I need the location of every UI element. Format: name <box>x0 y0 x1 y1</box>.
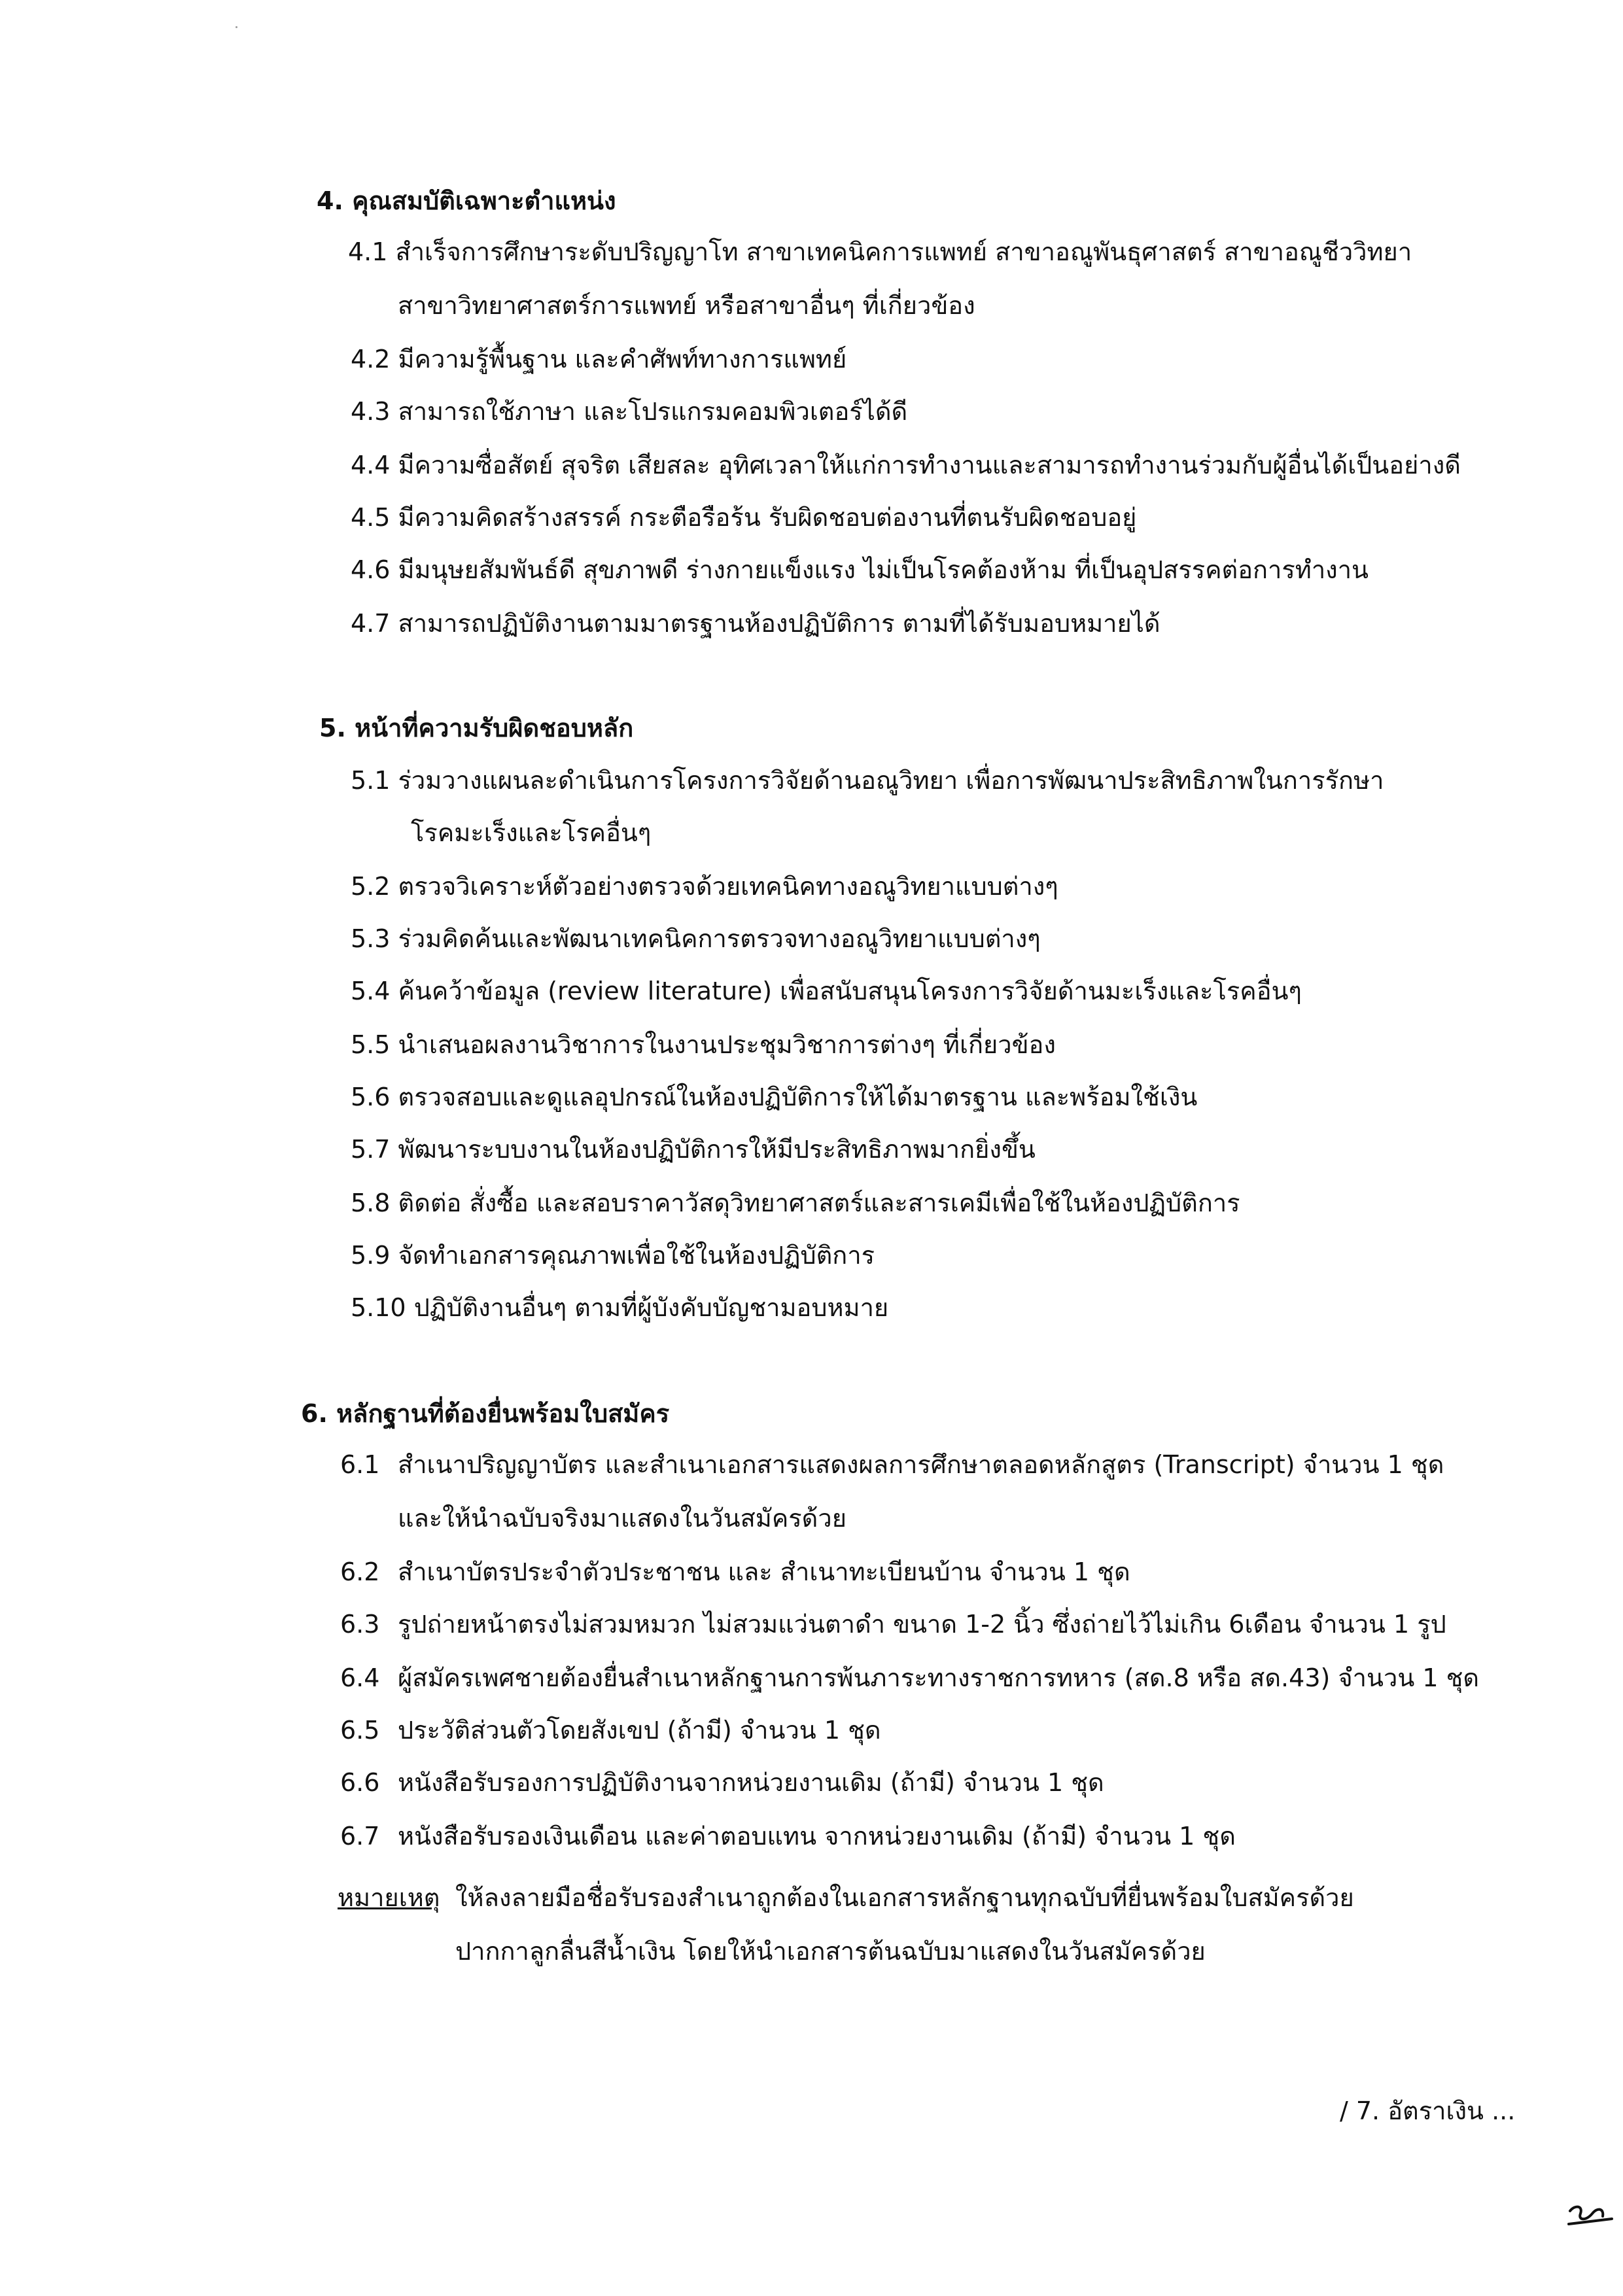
list-item: 5.8 ติดต่อ สั่งซื้อ และสอบราคาวัสดุวิทยาศาสตร์และสารเคมีเพื่อใช้ในห้องปฏิบัติการ <box>351 1189 1240 1217</box>
list-item: 5.1 ร่วมวางแผนละดำเนินการโครงการวิจัยด้านอณูวิทยา เพื่อการพัฒนาประสิทธิภาพในการรักษา <box>351 766 1384 795</box>
list-number: 6.3 <box>340 1610 380 1639</box>
list-number: 6.5 <box>340 1716 380 1745</box>
list-item: 5.4 ค้นคว้าข้อมูล (review literature) เพื่อสนับสนุนโครงการวิจัยด้านมะเร็งและโรคอื่นๆ <box>351 977 1302 1005</box>
list-number: 6.4 <box>340 1663 380 1692</box>
list-item-continuation: สาขาวิทยาศาสตร์การแพทย์ หรือสาขาอื่นๆ ที่เกี่ยวข้อง <box>398 291 975 320</box>
list-item: 4.5 มีความคิดสร้างสรรค์ กระตือรือร้น รับผิดชอบต่องานที่ตนรับผิดชอบอยู่ <box>351 503 1137 532</box>
section-5-title: 5. หน้าที่ความรับผิดชอบหลัก <box>319 714 634 742</box>
list-item-continuation: โรคมะเร็งและโรคอื่นๆ <box>411 818 652 847</box>
list-item: ประวัติส่วนตัวโดยสังเขป (ถ้ามี) จำนวน 1 ชุด <box>398 1716 881 1745</box>
list-item-continuation: และให้นำฉบับจริงมาแสดงในวันสมัครด้วย <box>398 1504 846 1533</box>
list-item: ผู้สมัครเพศชายต้องยื่นสำเนาหลักฐานการพ้นภาระทางราชการทหาร (สด.8 หรือ สด.43) จำนวน 1 ชุด <box>398 1663 1480 1692</box>
list-item: 5.7 พัฒนาระบบงานในห้องปฏิบัติการให้มีประสิทธิภาพมากยิ่งขึ้น <box>351 1135 1036 1164</box>
list-item: หนังสือรับรองการปฏิบัติงานจากหน่วยงานเดิม (ถ้ามี) จำนวน 1 ชุด <box>398 1768 1104 1797</box>
note-text-continuation: ปากกาลูกลื่นสีน้ำเงิน โดยให้นำเอกสารต้นฉบับมาแสดงในวันสมัครด้วย <box>455 1937 1206 1966</box>
list-item: 4.3 สามารถใช้ภาษา และโปรแกรมคอมพิวเตอร์ได้ดี <box>351 397 908 426</box>
list-item: รูปถ่ายหน้าตรงไม่สวมหมวก ไม่สวมแว่นตาดำ ขนาด 1-2 นิ้ว ซึ่งถ่ายไว้ไม่เกิน 6เดือน จำนวน 1 รูป <box>398 1610 1446 1639</box>
section-6-title: 6. หลักฐานที่ต้องยื่นพร้อมใบสมัคร <box>301 1399 670 1428</box>
list-item: สำเนาบัตรประจำตัวประชาชน และ สำเนาทะเบียนบ้าน จำนวน 1 ชุด <box>398 1557 1130 1586</box>
continued-marker: / 7. อัตราเงิน ... <box>1340 2096 1516 2125</box>
list-item: 5.3 ร่วมคิดค้นและพัฒนาเทคนิคการตรวจทางอณูวิทยาแบบต่างๆ <box>351 924 1041 953</box>
scan-speck <box>236 26 237 28</box>
list-item: 4.7 สามารถปฏิบัติงานตามมาตรฐานห้องปฏิบัติการ ตามที่ได้รับมอบหมายได้ <box>351 609 1161 638</box>
list-number: 6.1 <box>340 1450 380 1479</box>
list-number: 6.6 <box>340 1768 380 1797</box>
list-item: 5.5 นำเสนอผลงานวิชาการในงานประชุมวิชาการต่างๆ ที่เกี่ยวข้อง <box>351 1030 1056 1059</box>
list-item: 5.9 จัดทำเอกสารคุณภาพเพื่อใช้ในห้องปฏิบัติการ <box>351 1241 875 1270</box>
note-label: หมายเหตุ <box>338 1883 440 1912</box>
list-item: 4.6 มีมนุษยสัมพันธ์ดี สุขภาพดี ร่างกายแข็งแรง ไม่เป็นโรคต้องห้าม ที่เป็นอุปสรรคต่อการทำงาน <box>351 555 1369 584</box>
list-item: 4.1 สำเร็จการศึกษาระดับปริญญาโท สาขาเทคนิคการแพทย์ สาขาอณูพันธุศาสตร์ สาขาอณูชีววิทยา <box>348 237 1412 266</box>
list-number: 6.7 <box>340 1822 380 1851</box>
list-item: 5.2 ตรวจวิเคราะห์ตัวอย่างตรวจด้วยเทคนิคทางอณูวิทยาแบบต่างๆ <box>351 872 1058 901</box>
list-item: 4.2 มีความรู้พื้นฐาน และคำศัพท์ทางการแพทย์ <box>351 345 847 374</box>
section-4-title: 4. คุณสมบัติเฉพาะตำแหน่ง <box>317 186 616 215</box>
list-item: 5.6 ตรวจสอบและดูแลอุปกรณ์ในห้องปฏิบัติการให้ได้มาตรฐาน และพร้อมใช้เงิน <box>351 1083 1198 1111</box>
list-number: 6.2 <box>340 1557 380 1586</box>
list-item: สำเนาปริญญาบัตร และสำเนาเอกสารแสดงผลการศึกษาตลอดหลักสูตร (Transcript) จำนวน 1 ชุด <box>398 1450 1444 1479</box>
list-item: หนังสือรับรองเงินเดือน และค่าตอบแทน จากหน่วยงานเดิม (ถ้ามี) จำนวน 1 ชุด <box>398 1822 1236 1851</box>
note-text: ให้ลงลายมือชื่อรับรองสำเนาถูกต้องในเอกสารหลักฐานทุกฉบับที่ยื่นพร้อมใบสมัครด้วย <box>455 1883 1354 1912</box>
list-item: 5.10 ปฏิบัติงานอื่นๆ ตามที่ผู้บังคับบัญชามอบหมาย <box>351 1293 889 1322</box>
list-item: 4.4 มีความซื่อสัตย์ สุจริต เสียสละ อุทิศเวลาให้แก่การทำงานและสามารถทำงานร่วมกับผู้อื่นได้เป็นอย่างดี <box>351 451 1461 479</box>
handwritten-page-mark <box>1566 2199 1618 2232</box>
